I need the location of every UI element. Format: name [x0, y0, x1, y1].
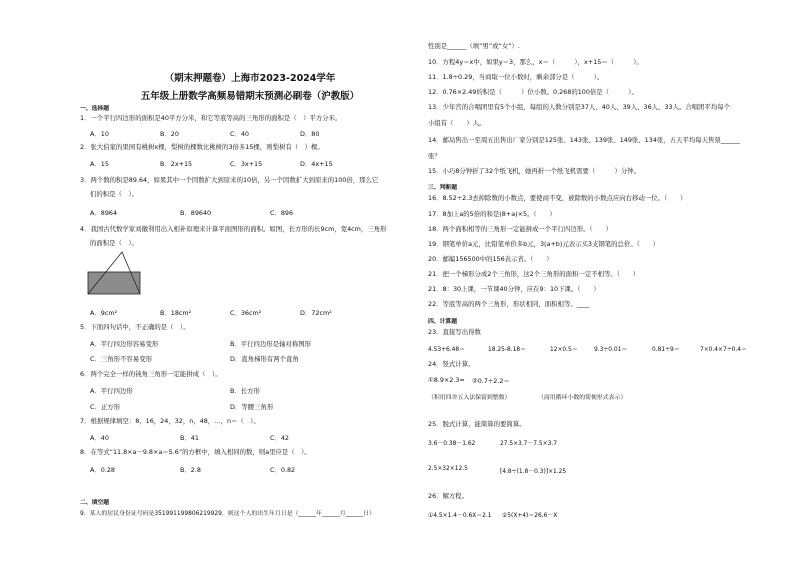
option-c: C．正方形 [90, 403, 121, 411]
option-a: A．10 [90, 130, 109, 138]
calc-item: 12×0.5＝ [550, 347, 578, 353]
option-a: A．平行四边形 [90, 387, 133, 395]
calc-item: 0.81÷9＝ [652, 347, 680, 353]
option-d: D．直角梯形有两个直角 [230, 355, 299, 363]
question-7: 7．根据规律填空：8，16，24，32，n，48，…，n＝（ ）。 [80, 417, 260, 425]
question-23: 23．直接写出得数 [428, 328, 481, 336]
question-21b: 21．8：30上课，一节课40分钟，应在9：10下课。（ ） [428, 285, 600, 293]
question-6: 6．两个完全一样的钝角三角形一定能拼成（ ）。 [80, 370, 222, 378]
question-4-line-1: 4．我国古代数学家刘徽利用出入相补原理来计算平面图形的面积。如图，长方形的长9cm，宽4cm，三角形 [80, 225, 387, 233]
calc-item: 7×0.4×7÷0.4＝ [700, 347, 747, 353]
option-a: A．40 [90, 434, 109, 442]
question-16: 16．8.52÷2.3去掉除数的小数点，要使商不变，被除数的小数点应向右移动一位。（ ） [428, 194, 687, 202]
question-12: 12．0.76×2.49的积是（ ）位小数。0.268的100倍是（ ）。 [428, 88, 638, 96]
option-a: A．0.28 [90, 466, 115, 474]
option-b: B．2x+15 [160, 160, 193, 168]
question-17: 17．8加上a的5倍的和是(8+a)×5。（ ） [428, 210, 556, 218]
question-22: 22．等底等高的两个三角形，形状相同，面积相等。____ [428, 300, 590, 308]
calc-item: ①8.9×2.3≈ [428, 376, 465, 384]
option-a: A．平行四边形容易变形 [90, 340, 159, 348]
calc-item: [4.8÷(1.8－0.3)]×1.25 [500, 469, 567, 475]
section-choice: 一、选择题 [80, 106, 109, 112]
question-13-line-1: 13．少年宫的合唱团里有5个小组，每组的人数分别是37人、40人、39人、36人、33人。合唱团平均每个 [428, 103, 731, 111]
option-c: C．3x+15 [230, 160, 263, 168]
option-b: B．41 [180, 434, 199, 442]
calc-item: ②0.7÷2.2＝ [472, 377, 510, 385]
rectangle-triangle-figure [86, 248, 146, 300]
question-15: 15．小巧8分钟折了32个纸飞机，她再折一个纸飞机需要（ ）分钟。 [428, 167, 641, 175]
question-3-line-2: 们的积是（ ）。 [90, 190, 138, 198]
question-24: 24．竖式计算。 [428, 360, 475, 368]
option-b: B．20 [160, 130, 179, 138]
title-line-1: （期末押题卷）上海市2023-2024学年 [164, 73, 336, 84]
option-b: B．2.8 [180, 466, 201, 474]
question-25: 25．脱式计算，能简算的要简算。 [428, 420, 526, 428]
option-b: B．18cm² [160, 309, 192, 317]
question-5: 5．下面四句话中，不正确的是（ ）。 [80, 323, 190, 331]
calc-item: 9.3÷0.01＝ [594, 347, 628, 353]
option-a: A．8964 [90, 209, 118, 217]
question-14-line-1: 14．邮局售出一至周五出售出厂家分别是125张、143张、139张、149张、134张，五天平均每天售票______ [428, 136, 740, 144]
question-20: 20．邮编156500中的156表示省。（ ） [428, 255, 553, 263]
option-d: D．72cm² [300, 309, 332, 317]
question-11: 11．1.8÷0.29，当商取一位小数时，剩余部分是（ ）。 [428, 73, 604, 81]
question-14-line-2: 张？ [428, 152, 441, 160]
calc-item: 3.6－0.38－1.62 [428, 441, 476, 447]
option-a: A．15 [90, 160, 109, 168]
question-4-line-2: 的面积是（ ）。 [90, 239, 138, 247]
calc-item: 4.53+6.48＝ [428, 347, 466, 353]
question-19: 19．钢笔单价a元，比铅笔单价多b元，3(a+b)元表示买3支钢笔的总价。（ ） [428, 240, 660, 248]
option-b: B．89640 [180, 209, 212, 217]
option-b: B．平行四边形是轴对称图形 [230, 340, 312, 348]
equation-item: ①4.5×1.4－0.6X＝2.1 [428, 513, 492, 519]
option-d: D．80 [300, 130, 320, 138]
question-10: 10．方程4y＝x中，如果y＝3，那么，x＝（ ），x+15＝（ ）。 [428, 58, 643, 66]
equation-item: ②5(X+4)＝26.6－X [502, 513, 558, 519]
option-b: B．长方形 [230, 387, 260, 395]
calc-note: （积用四舍五入法保留到整数） [428, 395, 511, 401]
question-9: 9．某人的居民身份证号码是351991199806219929，则这个人的出生年月日是（______年______月______日） [80, 511, 376, 517]
option-c: C．0.82 [270, 466, 296, 474]
section-judgement: 三、判断题 [428, 185, 457, 191]
option-c: C．42 [270, 434, 289, 442]
section-calculation: 四、计算题 [428, 319, 457, 325]
calc-item: 27.5×3.7－7.5×3.7 [500, 441, 557, 447]
calc-item: 2.5×32×12.5 [428, 466, 468, 472]
question-18: 18．两个面积相等的三角形一定能拼成一个平行四边形。（ ） [428, 225, 612, 233]
question-9-continued: 性别是______（填“男”或“女”）. [428, 42, 520, 50]
calc-item: 18.25-8.18＝ [488, 347, 526, 353]
option-c: C．40 [230, 130, 249, 138]
option-a: A．9cm² [90, 309, 118, 317]
option-c: C．896 [270, 209, 294, 217]
title-line-2: 五年级上册数学高频易错期末预测必刷卷（沪教版） [140, 91, 360, 102]
question-2: 2．张大伯家的果园有桃树x棵，梨树的棵数比桃树的3倍多15棵，则梨树有（ ）棵。 [80, 143, 324, 151]
section-fill-in: 二、填空题 [80, 500, 109, 506]
question-1: 1．一个平行四边形的面积是40平方分米，和它等底等高的三角形的面积是（ ）平方分米。 [80, 114, 342, 122]
calc-note: （商用循环小数的简便形式表示） [538, 395, 627, 401]
question-21: 21．把一个梯形分成2个三角形，这2个三角形的面积一定不相等。（ ） [428, 270, 640, 278]
option-c: C．三角形不容易变形 [90, 355, 152, 363]
option-d: D．4x+15 [300, 160, 333, 168]
option-d: D．等腰三角形 [230, 403, 274, 411]
option-c: C．36cm² [230, 309, 262, 317]
question-3-line-1: 3．两个数的积是89.64，如果其中一个因数扩大到原来的10倍，另一个因数扩大到原来的100倍，那么它 [80, 176, 379, 184]
question-26: 26．解方程。 [428, 492, 469, 500]
question-13-line-2: 小组有（ ）人。 [428, 119, 486, 127]
question-8: 8．在等式“11.8×a－9.8×a＝5.6”的方框中，填入相同的数，则a里应是（ ）。 [80, 448, 311, 456]
